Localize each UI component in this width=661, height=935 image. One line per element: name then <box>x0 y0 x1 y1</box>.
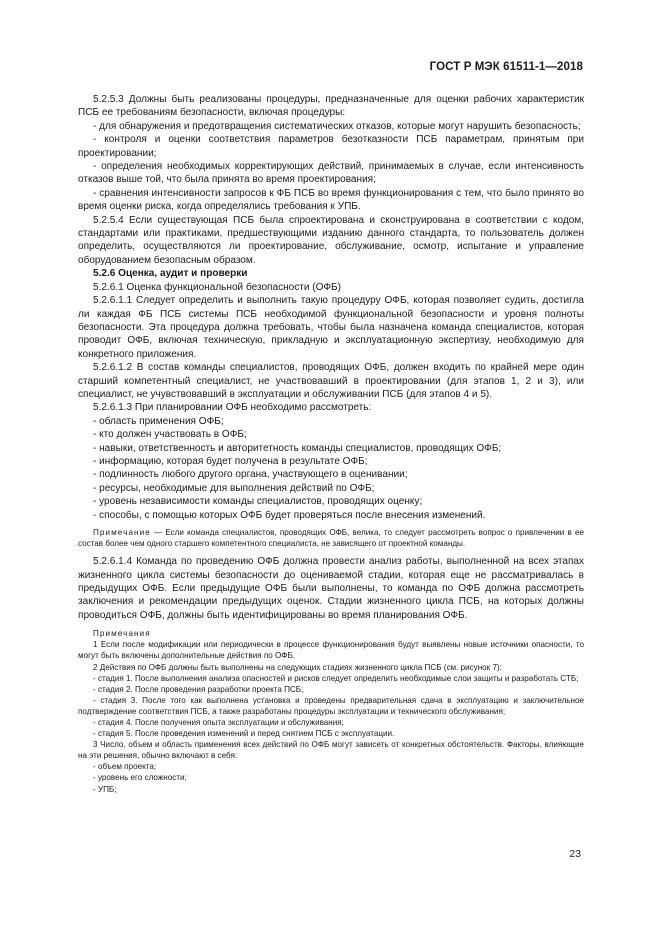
note-item: - уровень его сложности; <box>93 773 187 783</box>
clause-5-2-6-1-2: 5.2.6.1.2 В состав команды специалистов, проводящих ОФБ, должен входить по крайней мере один старший компетентный специалист, не участвовавший в проектировании (для этапов 1, 2 и 3), или специалист, не учувствовавший в эксплуатации и обслуживании ПСБ (для этапов 4 и 5). <box>78 362 584 400</box>
clause-5-2-6-1: 5.2.6.1 Оценка функциональной безопасности (ОФБ) <box>93 281 341 293</box>
note-item: 3 Число, объем и область применения всех действий по ОФБ могут зависеть от конкретных обстоятельств. Факторы, влияющие на эти решения, обычно включают в себя: <box>78 740 584 761</box>
list-item: - для обнаружения и предотвращения систематических отказов, которые могут нарушить безопасность; <box>93 120 581 132</box>
note-item: - стадия 4. После получения опыта эксплуатации и обслуживания; <box>93 717 344 727</box>
list-item: - подлинность любого другого органа, участвующего в оценивании; <box>93 469 408 481</box>
list-item: - ресурсы, необходимые для выполнения действий по ОФБ; <box>93 482 375 494</box>
list-item: - уровень независимости команды специалистов, проводящих оценку; <box>93 496 423 508</box>
clause-5-2-5-4: 5.2.5.4 Если существующая ПСБ была спроектирована и сконструирована в соответствии с кодом, стандартами или практиками, предшествующими изданию данного стандарта, то пользователь должен определить, осуществляются ли проектирование, обслуживание, осмотр, испытание и управление оборудованием безопасным образом. <box>78 214 584 266</box>
document-body <box>78 93 584 795</box>
clause-5-2-6-1-4: 5.2.6.1.4 Команда по проведению ОФБ должна провести анализ работы, выполненной на всех этапах жизненного цикла системы безопасности до оцениваемой стадии, которая еще не рассматривалась в предыдущих ОФБ. Если предыдущие ОФБ были выполнены, то команда по ОФБ должна рассмотреть заключения и рекомендации предыдущих оценок. Стадии жизненного цикла ПСБ, на которых должны проводиться ОФБ, должны быть идентифицированы во время планирования ОФБ. <box>78 556 584 621</box>
notes-label: Примечания <box>93 629 151 639</box>
clause-5-2-5-3: 5.2.5.3 Должны быть реализованы процедуры, предназначенные для оценки рабочих характеристик ПСБ ее требованиям безопасности, включая процедуры: <box>78 94 584 119</box>
list-item: - контроля и оценки соответствия параметров безотказности ПСБ параметрам, принятым при проектировании; <box>78 134 584 159</box>
note-item: 2 Действия по ОФБ должны быть выполнены на следующих стадиях жизненного цикла ПСБ (см. рисунок 7): <box>93 662 502 672</box>
document-header: ГОСТ Р МЭК 61511-1—2018 <box>429 61 583 73</box>
note <box>78 527 584 549</box>
list-item: - сравнения интенсивности запросов к ФБ ПСБ во время функционирования с тем, что было принято во время оценки риска, когда определялись требования к УПБ. <box>78 187 584 213</box>
list-item: - область применения ОФБ; <box>93 415 224 427</box>
note-item: - стадия 2. После проведения разработки проекта ПСБ; <box>93 684 304 694</box>
note-item: - стадия 5. После проведения изменений и перед снятием ПСБ с эксплуатации. <box>93 729 395 739</box>
clause-5-2-6-1-1: 5.2.6.1.1 Следует определить и выполнить такую процедуру ОФБ, которая позволяет судить, достигла ли каждая ФБ ПСБ системы ПСБ необходимой функциональной безопасности и уровня полноты безопасности. Эта процедура должна требовать, чтобы была назначена команда специалистов, которая проводит ОФБ, включая техническую, прикладную и эксплуатационную экспертизу, необходимую для конкретного приложения. <box>78 295 584 360</box>
note-item: 1 Если после модификации или периодически в процессе функционирования будут выявлены новые источники опасности, то могут быть включены дополнительные действия по ОФБ. <box>78 640 584 661</box>
page-number: 23 <box>569 848 581 860</box>
list-item: - определения необходимых корректирующих действий, принимаемых в случае, если интенсивность отказов выше той, что была принята во время проектирования; <box>78 161 584 186</box>
clause-5-2-6-1-3: 5.2.6.1.3 При планировании ОФБ необходимо рассмотреть: <box>93 402 372 414</box>
list-item: - кто должен участвовать в ОФБ; <box>93 429 247 441</box>
list-item: - информацию, которая будет получена в результате ОФБ; <box>93 455 368 467</box>
note-label: Примечание <box>93 528 151 537</box>
list-item: - способы, с помощью которых ОФБ будет проверяться после внесения изменений. <box>93 509 486 521</box>
note-item: - стадия 1. После выполнения анализа опасностей и рисков следует определить необходимые слои защиты и разработать СТБ; <box>93 673 579 683</box>
note-item: - объем проекта; <box>93 762 157 772</box>
section-heading: 5.2.6 Оценка, аудит и проверки <box>93 268 248 280</box>
list-item: - навыки, ответственность и авторитетность команды специалистов, проводящих ОФБ; <box>93 442 502 454</box>
note-item: - стадия 3. После того как выполнена установка и проведены предварительная сдача в эксплуатацию и заключительное подтверждение соответствия ПСБ, а также разработаны процедуры эксплуатации и технического обслуживания; <box>78 695 584 716</box>
note-text: — Если команда специалистов, проводящих ОФБ, велика, то следует рассмотреть вопрос о привлечении в ее состав более чем одного старшего компетентного специалиста, не зависящего от проектной команды. <box>78 528 584 549</box>
note-item: - УПБ; <box>93 784 117 794</box>
